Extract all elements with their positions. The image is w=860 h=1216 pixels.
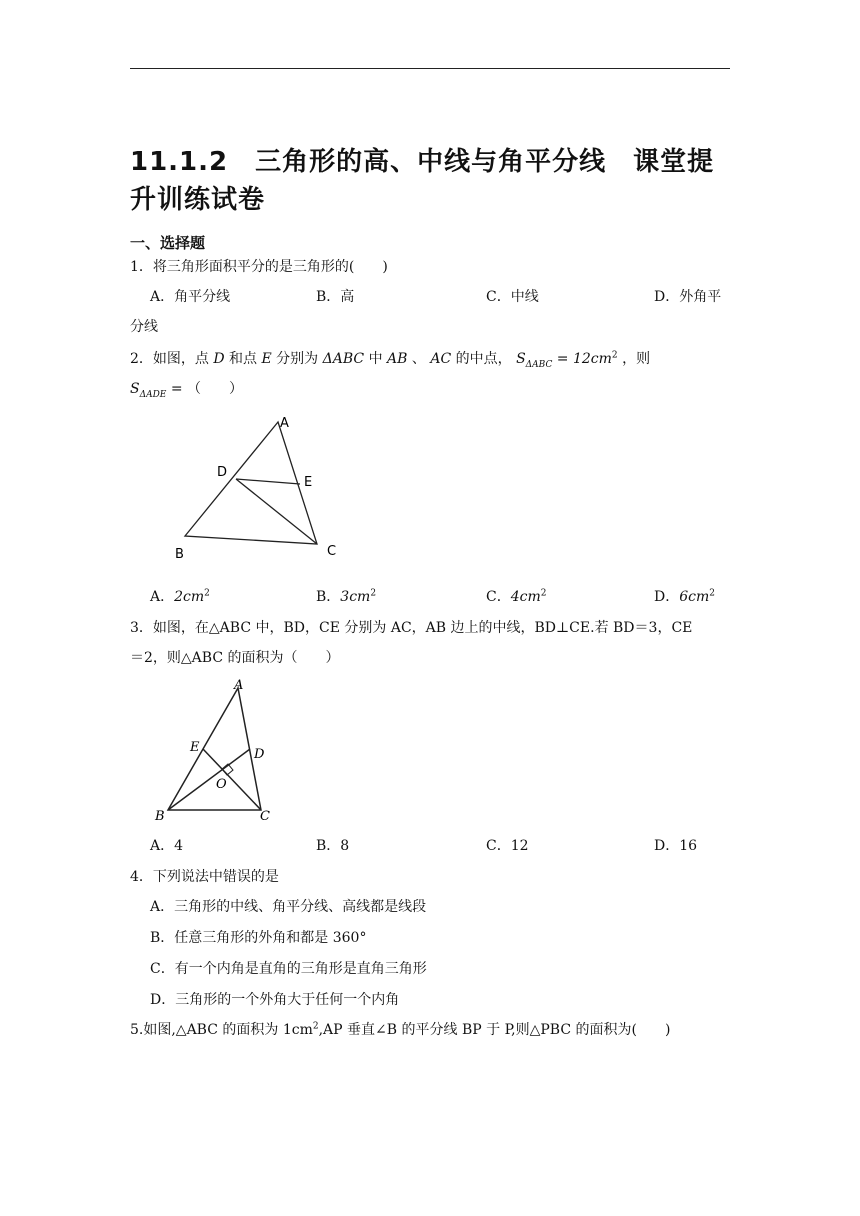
question-3-option-b: B．8 [316, 838, 350, 854]
page-title: 11.1.2 三角形的高、中线与角平分线 课堂提升训练试卷 [130, 147, 715, 215]
vertex-label-c: C [260, 809, 270, 824]
vertex-label-a: A [280, 416, 289, 431]
vertex-label-e: E [304, 475, 313, 490]
question-2-option-b: B．$3cm^2$ [316, 588, 377, 605]
question-4-option-c: C．有一个内角是直角的三角形是直角三角形 [150, 961, 427, 977]
question-1-option-a: A．角平分线 [150, 289, 231, 305]
question-1-option-d: D．外角平 [654, 289, 722, 305]
vertex-label-b: B [175, 547, 184, 562]
section-heading: 一、选择题 [130, 234, 206, 252]
question-3-option-c: C．12 [486, 838, 529, 854]
vertex-label-o: O [216, 777, 227, 792]
question-4-option-b: B．任意三角形的外角和都是 360° [150, 930, 367, 946]
vertex-label-d: D [217, 465, 228, 480]
question-2-stem-line-2: $S_{\Delta ADE}$ = （ ） [130, 381, 244, 400]
header-rule [130, 68, 730, 69]
question-3-option-d: D．16 [654, 838, 698, 854]
question-5-stem: 5.如图,△ABC 的面积为 $1cm^2,AP$ 垂直∠B 的平分线 BP 于 P,则△PBC 的面积为( ) [130, 1021, 671, 1038]
question-1-stem: 1．将三角形面积平分的是三角形的( ) [130, 259, 388, 275]
question-2-stem-line-1: 2．如图，点 D 和点 E 分别为 ΔABC 中 AB 、 AC 的中点， $S_{\Delta ABC} = 12cm^2$ ，则 [130, 350, 651, 370]
question-2-option-a: A．$2cm^2$ [150, 588, 210, 605]
triangle-abc-figure [165, 410, 355, 570]
vertex-label-a: A [234, 678, 244, 693]
vertex-label-e: E [190, 740, 200, 755]
question-3-stem-line-2: ＝2，则△ABC 的面积为（ ） [130, 650, 340, 666]
question-1-option-d-continued: 分线 [130, 319, 158, 335]
vertex-label-b: B [155, 809, 165, 824]
question-1-option-b: B．高 [316, 289, 355, 305]
question-2-option-d: D．$6cm^2$ [654, 588, 715, 605]
triangle-medians-figure [150, 672, 290, 832]
question-4-stem: 4．下列说法中错误的是 [130, 869, 279, 885]
vertex-label-d: D [254, 747, 265, 762]
question-1-option-c: C．中线 [486, 289, 539, 305]
vertex-label-c: C [327, 544, 337, 559]
question-2-option-c: C．$4cm^2$ [486, 588, 547, 605]
question-4-option-d: D．三角形的一个外角大于任何一个内角 [150, 992, 400, 1008]
question-3-stem-line-1: 3．如图，在△ABC 中，BD，CE 分别为 AC，AB 边上的中线，BD⊥CE.若 BD＝3，CE [130, 620, 693, 636]
question-4-option-a: A．三角形的中线、角平分线、高线都是线段 [150, 899, 427, 915]
question-3-option-a: A．4 [150, 838, 184, 854]
